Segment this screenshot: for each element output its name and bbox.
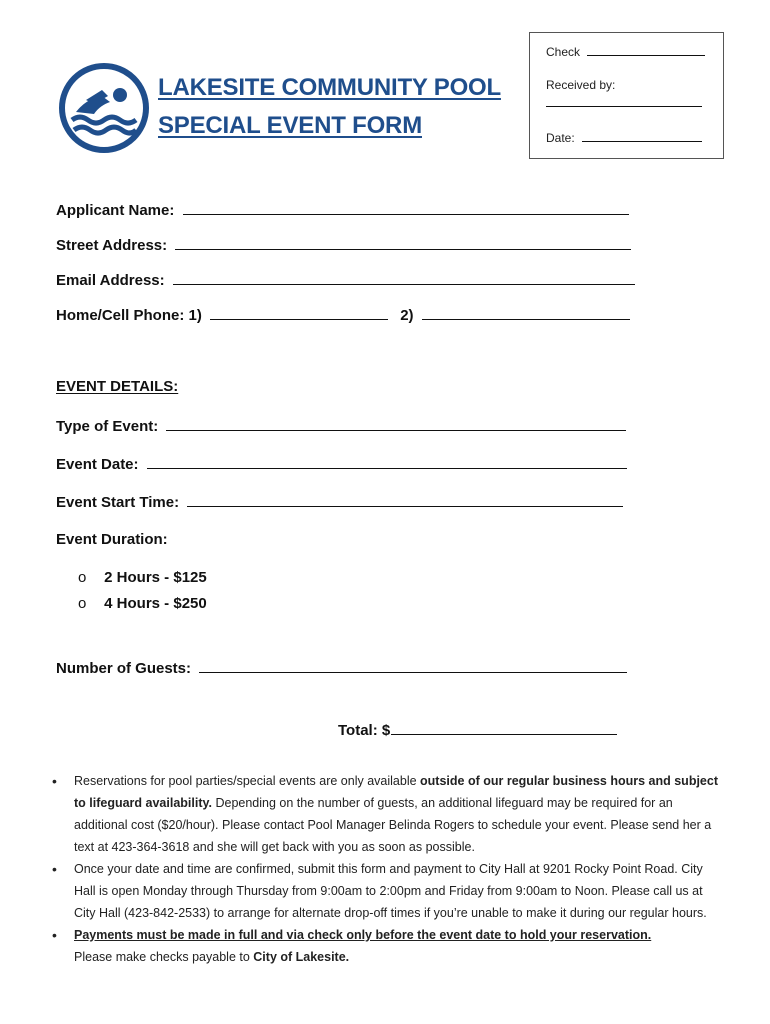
street-address-row xyxy=(56,235,631,254)
event-start-row xyxy=(56,492,623,511)
event-start-blank[interactable] xyxy=(187,492,623,507)
event-type-blank[interactable] xyxy=(166,416,626,431)
phone2-label: 2) xyxy=(400,307,414,324)
event-details-heading: EVENT DETAILS: xyxy=(56,378,179,395)
office-use-box xyxy=(529,32,724,159)
duration-option-4h[interactable] xyxy=(78,595,207,612)
phone2-blank[interactable] xyxy=(422,305,630,320)
total-blank[interactable] xyxy=(391,720,617,735)
swimmer-logo-icon xyxy=(58,62,150,154)
event-type-row xyxy=(56,416,626,435)
option-label: 2 Hours - $125 xyxy=(104,569,207,586)
check-label: Check xyxy=(546,45,581,59)
office-date-label: Date: xyxy=(546,131,575,145)
option-bullet: o xyxy=(78,569,87,586)
total-row xyxy=(338,720,617,739)
note-payment: • Payments must be made in full and via check only before the event date to hold your reservation. Please make checks payable to City of Lakesite. xyxy=(50,924,722,968)
bullet-dot: • xyxy=(52,773,57,789)
email-address-row xyxy=(56,270,635,289)
duration-option-2h[interactable] xyxy=(78,569,207,586)
form-title-line2: SPECIAL EVENT FORM xyxy=(158,112,422,139)
phone-row xyxy=(56,305,630,324)
email-address-label: Email Address: xyxy=(56,272,165,289)
guests-row xyxy=(56,658,627,677)
total-label: Total: $ xyxy=(338,722,391,739)
phone1-blank[interactable] xyxy=(210,305,388,320)
email-address-blank[interactable] xyxy=(173,270,635,285)
check-row xyxy=(546,44,705,59)
option-label: 4 Hours - $250 xyxy=(104,595,207,612)
office-date-blank[interactable] xyxy=(582,130,702,142)
applicant-name-label: Applicant Name: xyxy=(56,202,175,219)
received-by-blank[interactable] xyxy=(546,95,702,107)
event-date-row xyxy=(56,454,627,473)
received-by-row xyxy=(546,95,702,110)
applicant-name-row xyxy=(56,200,629,219)
office-date-row xyxy=(546,130,702,145)
option-bullet: o xyxy=(78,595,87,612)
event-start-label: Event Start Time: xyxy=(56,494,180,511)
event-duration-label: Event Duration: xyxy=(56,531,168,548)
check-blank[interactable] xyxy=(587,44,705,56)
street-address-blank[interactable] xyxy=(175,235,631,250)
bullet-dot: • xyxy=(52,861,57,877)
event-type-label: Type of Event: xyxy=(56,418,159,435)
event-date-label: Event Date: xyxy=(56,456,139,473)
notes-list xyxy=(50,770,722,968)
bullet-dot: • xyxy=(52,927,57,943)
note-submission: • Once your date and time are confirmed, submit this form and payment to City Hall at 9201 Rocky Point Road. City Hall is open Monday through Thursday from 9:00am to 2:00pm and Friday from 9:00am to Noon. Please call us at City Hall (423-842-2533) to arrange for alternate drop-off times if you’re unable to make it during our regular hours. xyxy=(50,858,722,924)
event-date-blank[interactable] xyxy=(147,454,627,469)
applicant-name-blank[interactable] xyxy=(183,200,629,215)
street-address-label: Street Address: xyxy=(56,237,168,254)
phone1-label: Home/Cell Phone: 1) xyxy=(56,307,202,324)
form-title-line1: LAKESITE COMMUNITY POOL xyxy=(158,74,501,101)
guests-label: Number of Guests: xyxy=(56,660,192,677)
guests-blank[interactable] xyxy=(199,658,627,673)
note-reservations: • Reservations for pool parties/special events are only available outside of our regular business hours and subject to lifeguard availability. Depending on the number of guests, an additional lifeguard may be required for an additional cost ($20/hour). Please contact Pool Manager Belinda Rogers to schedule your event. Please send her a text at 423-364-3618 and she will get back with you as soon as possible. xyxy=(50,770,722,858)
received-by-label: Received by: xyxy=(546,78,616,92)
